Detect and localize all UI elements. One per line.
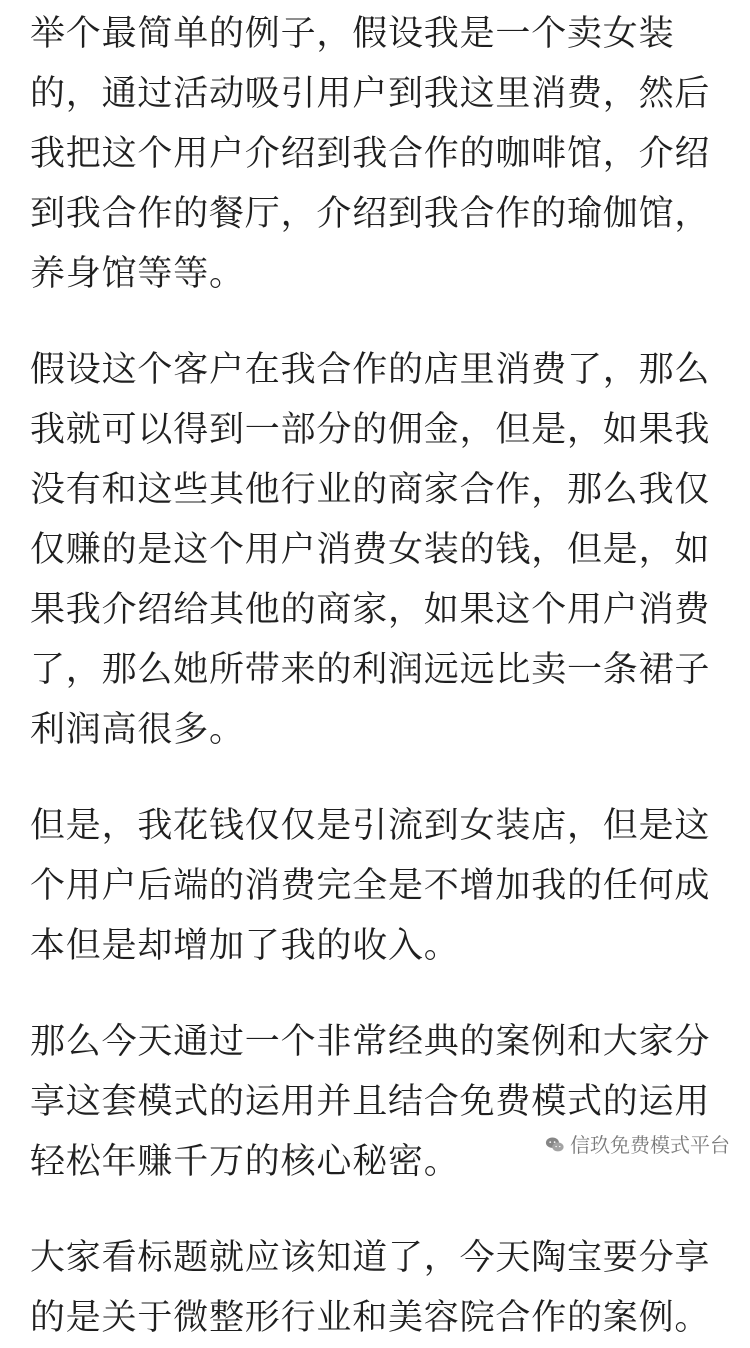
paragraph-5: 大家看标题就应该知道了，今天陶宝要分享的是关于微整形行业和美容院合作的案例。 [30,1238,711,1338]
paragraph-1: 举个最简单的例子，假设我是一个卖女装的，通过活动吸引用户到我这里消费，然后我把这个用户介绍到我合作的咖啡馆，介绍到我合作的餐厅，介绍到我合作的瑜伽馆，养身馆等等。 [30,14,711,294]
paragraph-4: 那么今天通过一个非常经典的案例和大家分享这套模式的运用并且结合免费模式的运用轻松年赚千万的核心秘密。 [30,1022,711,1182]
paragraph-3: 但是，我花钱仅仅是引流到女装店，但是这个用户后端的消费完全是不增加我的任何成本但是却增加了我的收入。 [30,806,711,966]
wechat-icon [544,1134,566,1156]
watermark [544,1133,730,1157]
paragraph-2: 假设这个客户在我合作的店里消费了，那么我就可以得到一部分的佣金，但是，如果我没有和这些其他行业的商家合作，那么我仅仅赚的是这个用户消费女装的钱，但是，如果我介绍给其他的商家，如果这个用户消费了，那么她所带来的利润远远比卖一条裙子利润高很多。 [30,350,711,750]
watermark-text: 信玖免费模式平台 [570,1133,730,1157]
